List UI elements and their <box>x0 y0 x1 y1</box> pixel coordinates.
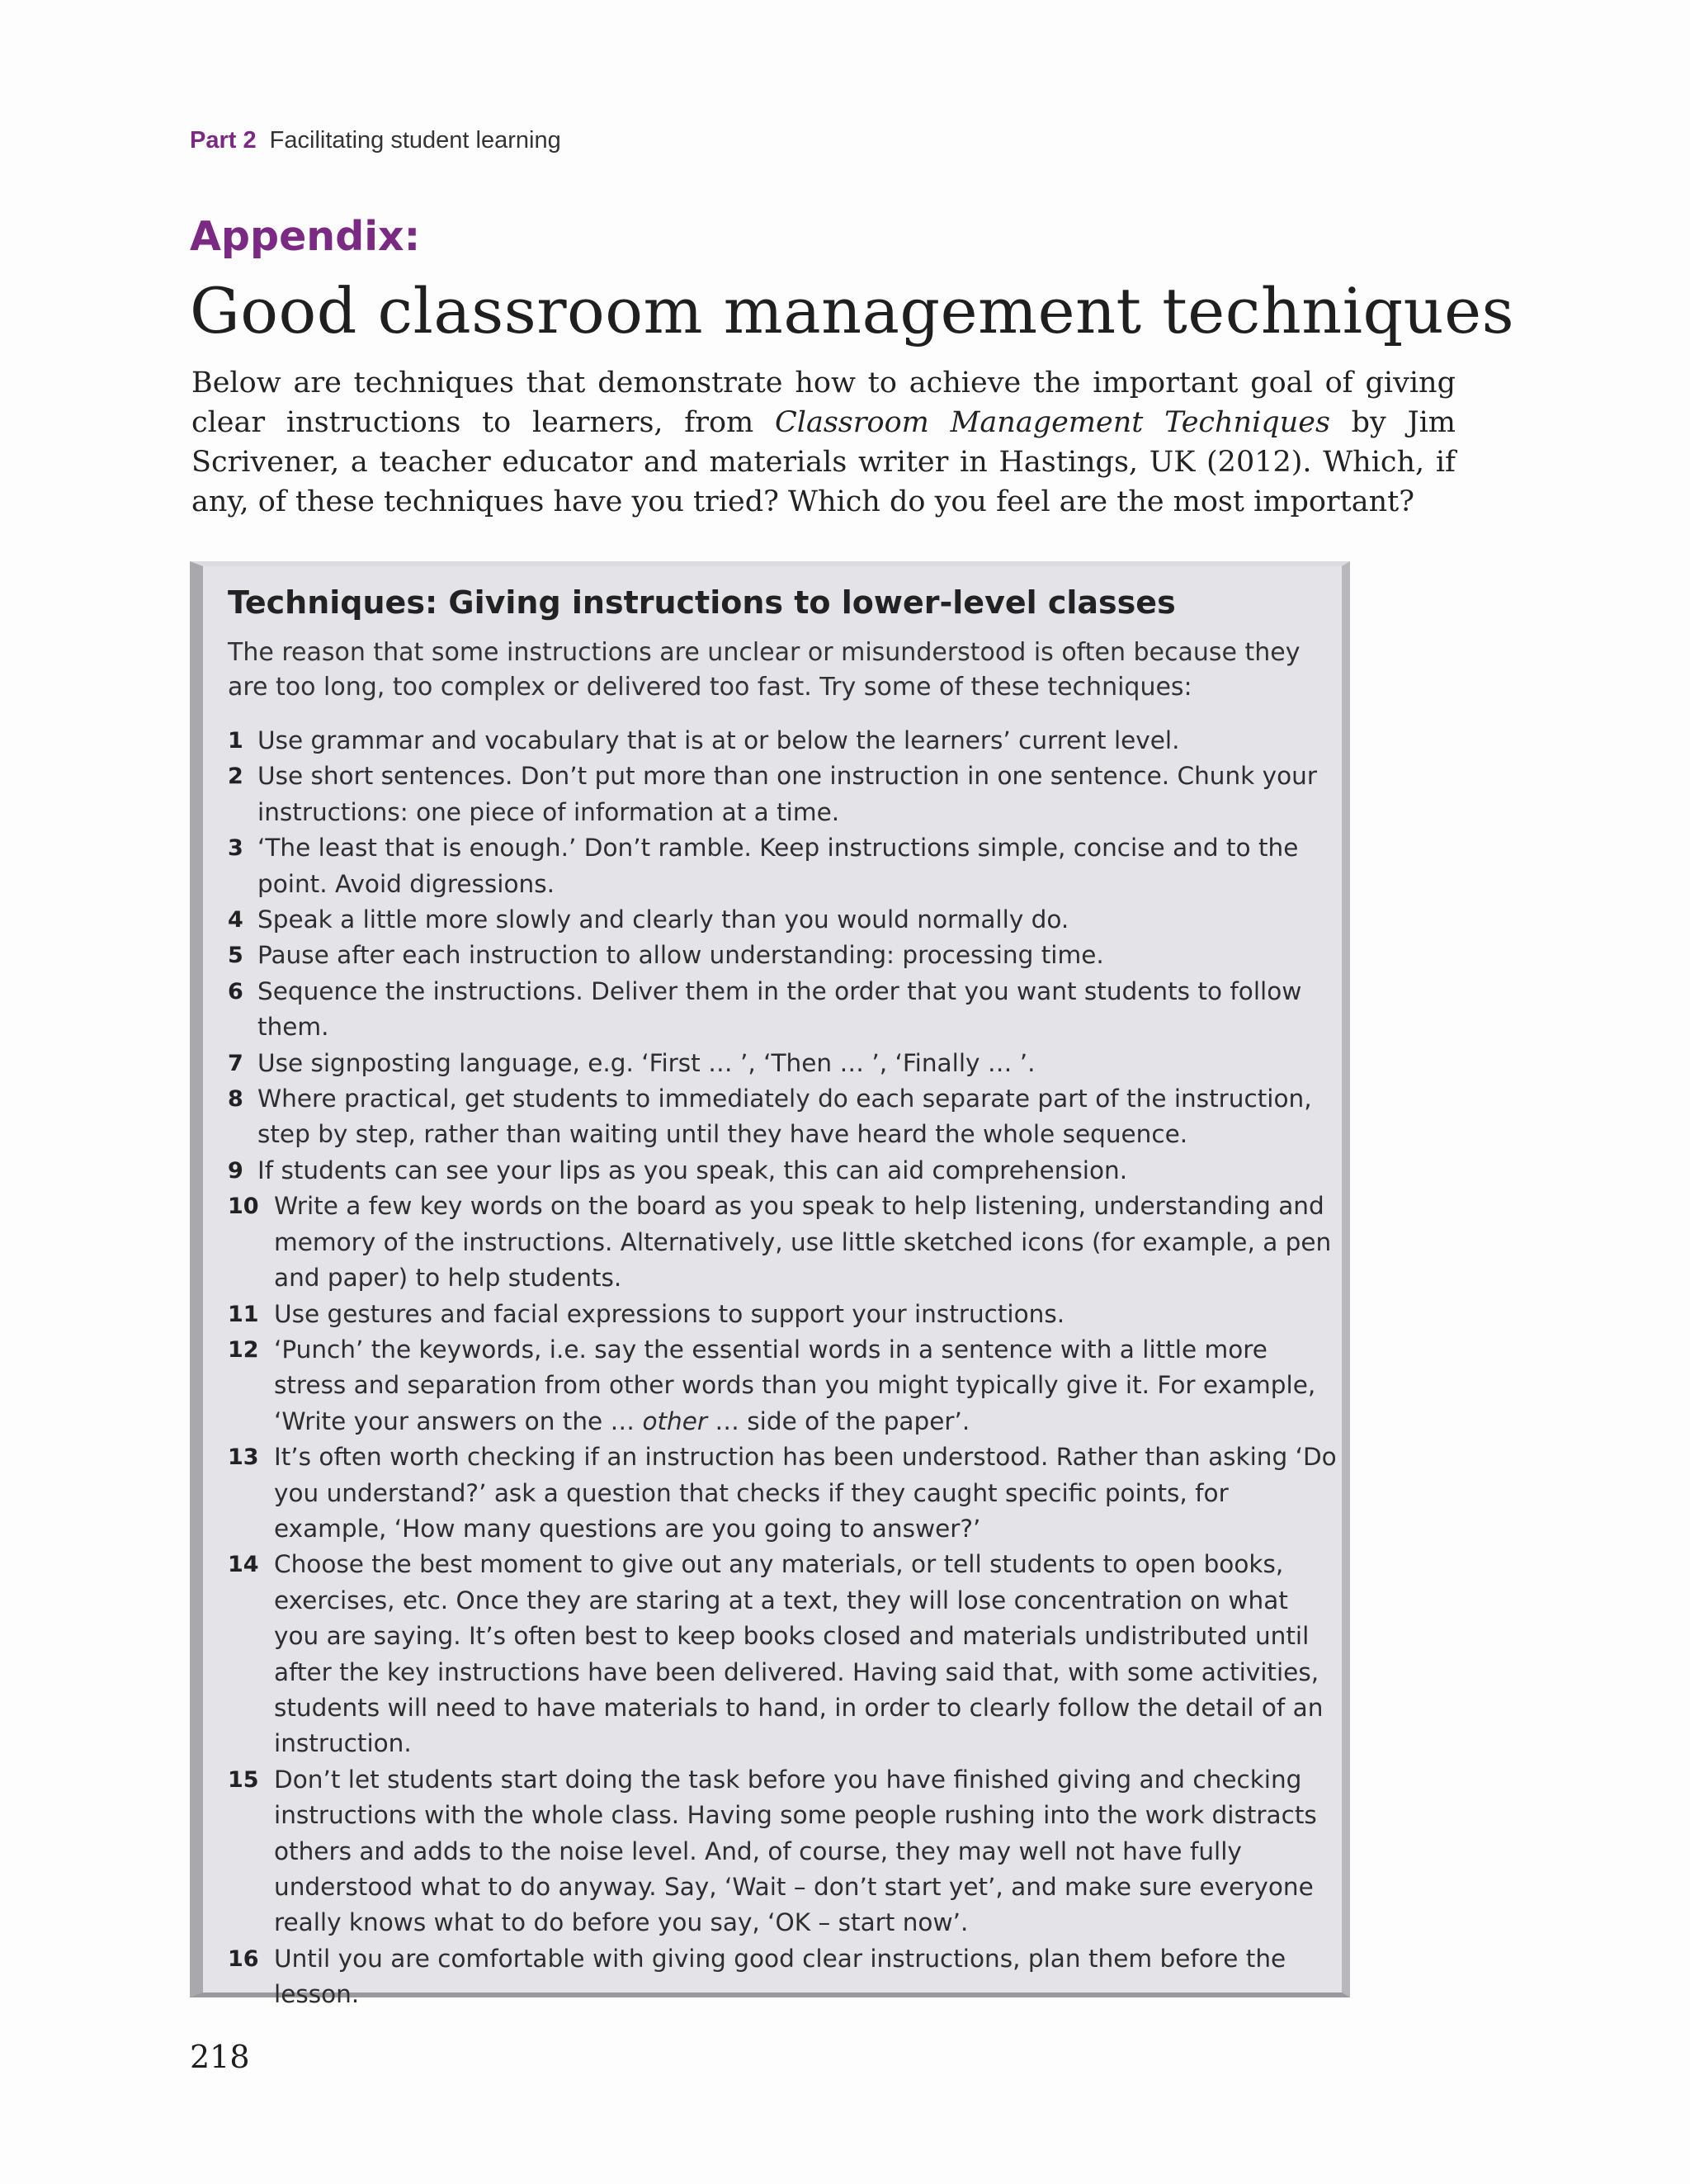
section-label: Facilitating student learning <box>269 127 561 154</box>
item-number: 13 <box>228 1444 259 1471</box>
intro-text-after: by Jim Scrivener, a teacher educator and materials writer in Hastings, UK (2012). Which, if any, of these techniques have you tried? Which do you feel are the most important? <box>191 406 1456 518</box>
item-number: 2 <box>228 763 243 790</box>
item-text: Use signposting language, e.g. ‘First … ’, ‘Then … ’, ‘Finally … ’. <box>257 1048 1036 1077</box>
book-title: Classroom Management Techniques <box>775 406 1330 439</box>
page-title: Good classroom management techniques <box>190 274 1515 347</box>
item-text: Don’t let students start doing the task before you have finished giving and checking instructions with the whole class. Having some people rushing into the work distracts others and adds to the noise level. And, of course, they may well not have fully understood what to do anyway. Say, ‘Wait – don’t start yet’, and make sure everyone really knows what to do before you say, ‘OK – start now’. <box>274 1765 1317 1937</box>
item-text: It’s often worth checking if an instruction has been understood. Rather than asking ‘Do you understand?’ ask a question that checks if they caught specific points, for example, ‘How many questions are you going to answer?’ <box>274 1443 1337 1543</box>
item-text-italic: other <box>642 1406 708 1435</box>
item-number: 7 <box>228 1050 243 1076</box>
item-number: 11 <box>228 1301 259 1327</box>
intro-paragraph <box>191 363 1456 522</box>
item-text: ‘The least that is enough.’ Don’t ramble. Keep instructions simple, concise and to the point. Avoid digressions. <box>257 834 1299 898</box>
list-item <box>228 1547 1338 1761</box>
box-lead: The reason that some instructions are unclear or misunderstood is often because they are too long, too complex or delivered too fast. Try some of these techniques: <box>228 638 1301 702</box>
item-number: 16 <box>228 1945 259 1972</box>
page-number: 218 <box>190 2039 250 2075</box>
item-text: Write a few key words on the board as you speak to help listening, understanding and memory of the instructions. Alternatively, use little sketched icons (for example, a pen and paper) to help students. <box>274 1192 1332 1293</box>
running-head <box>190 127 561 154</box>
item-number: 4 <box>228 907 243 934</box>
part-label: Part 2 <box>190 127 257 154</box>
list-item <box>228 902 1338 938</box>
appendix-label: Appendix: <box>190 213 421 260</box>
list-item <box>228 938 1338 973</box>
techniques-box <box>190 561 1350 2009</box>
item-number: 8 <box>228 1086 243 1113</box>
list-item <box>228 1081 1338 1153</box>
list-item <box>228 1332 1338 1439</box>
techniques-list <box>228 723 1338 2013</box>
list-item <box>228 723 1338 759</box>
item-text: Where practical, get students to immediately do each separate part of the instruction, step by step, rather than waiting until they have heard the whole sequence. <box>257 1085 1312 1149</box>
list-item <box>228 830 1338 902</box>
item-number: 14 <box>228 1552 259 1578</box>
list-item <box>228 1297 1338 1332</box>
intro-text-before: Below are techniques that demonstrate how to achieve the important goal of giving clear instructions to learners, from <box>191 366 1456 439</box>
item-text: Use grammar and vocabulary that is at or below the learners’ current level. <box>257 726 1180 754</box>
item-number: 5 <box>228 943 243 969</box>
box-title: Techniques: Giving instructions to lower-level classes <box>228 584 1176 621</box>
item-number: 9 <box>228 1157 243 1184</box>
list-item <box>228 1046 1338 1081</box>
item-text: Until you are comfortable with giving good clear instructions, plan them before the lesson. <box>274 1944 1286 2009</box>
list-item <box>228 1941 1338 2013</box>
item-number: 12 <box>228 1336 259 1363</box>
list-item <box>228 974 1338 1046</box>
item-text: Sequence the instructions. Deliver them in the order that you want students to follow them. <box>257 976 1302 1042</box>
list-item <box>228 1439 1338 1547</box>
item-text: Use short sentences. Don’t put more than one instruction in one sentence. Chunk your instructions: one piece of information at a time. <box>257 762 1317 826</box>
item-number: 1 <box>228 728 243 754</box>
item-text: Use gestures and facial expressions to support your instructions. <box>274 1299 1065 1328</box>
list-item <box>228 759 1338 830</box>
item-text-after: … side of the paper’. <box>707 1406 970 1435</box>
item-text: Speak a little more slowly and clearly than you would normally do. <box>257 905 1069 934</box>
item-number: 6 <box>228 978 243 1005</box>
list-item <box>228 1762 1338 1941</box>
item-text-before: ‘Punch’ the keywords, i.e. say the essential words in a sentence with a little more stress and separation from other words than you might typically give it. For example, ‘Write your answers on the … <box>274 1335 1316 1435</box>
item-number: 10 <box>228 1194 259 1220</box>
item-number: 15 <box>228 1766 259 1793</box>
item-number: 3 <box>228 835 243 862</box>
list-item <box>228 1189 1338 1296</box>
item-text: Choose the best moment to give out any materials, or tell students to open books, exercises, etc. Once they are staring at a text, they will lose concentration on what you are saying. It’s often best to keep books closed and materials undistributed until after the key instructions have been delivered. Having said that, with some activities, students will need to have materials to hand, in order to clearly follow the detail of an instruction. <box>274 1550 1324 1758</box>
list-item <box>228 1153 1338 1189</box>
item-text: If students can see your lips as you speak, this can aid comprehension. <box>257 1156 1128 1184</box>
item-text: Pause after each instruction to allow understanding: processing time. <box>257 941 1104 970</box>
